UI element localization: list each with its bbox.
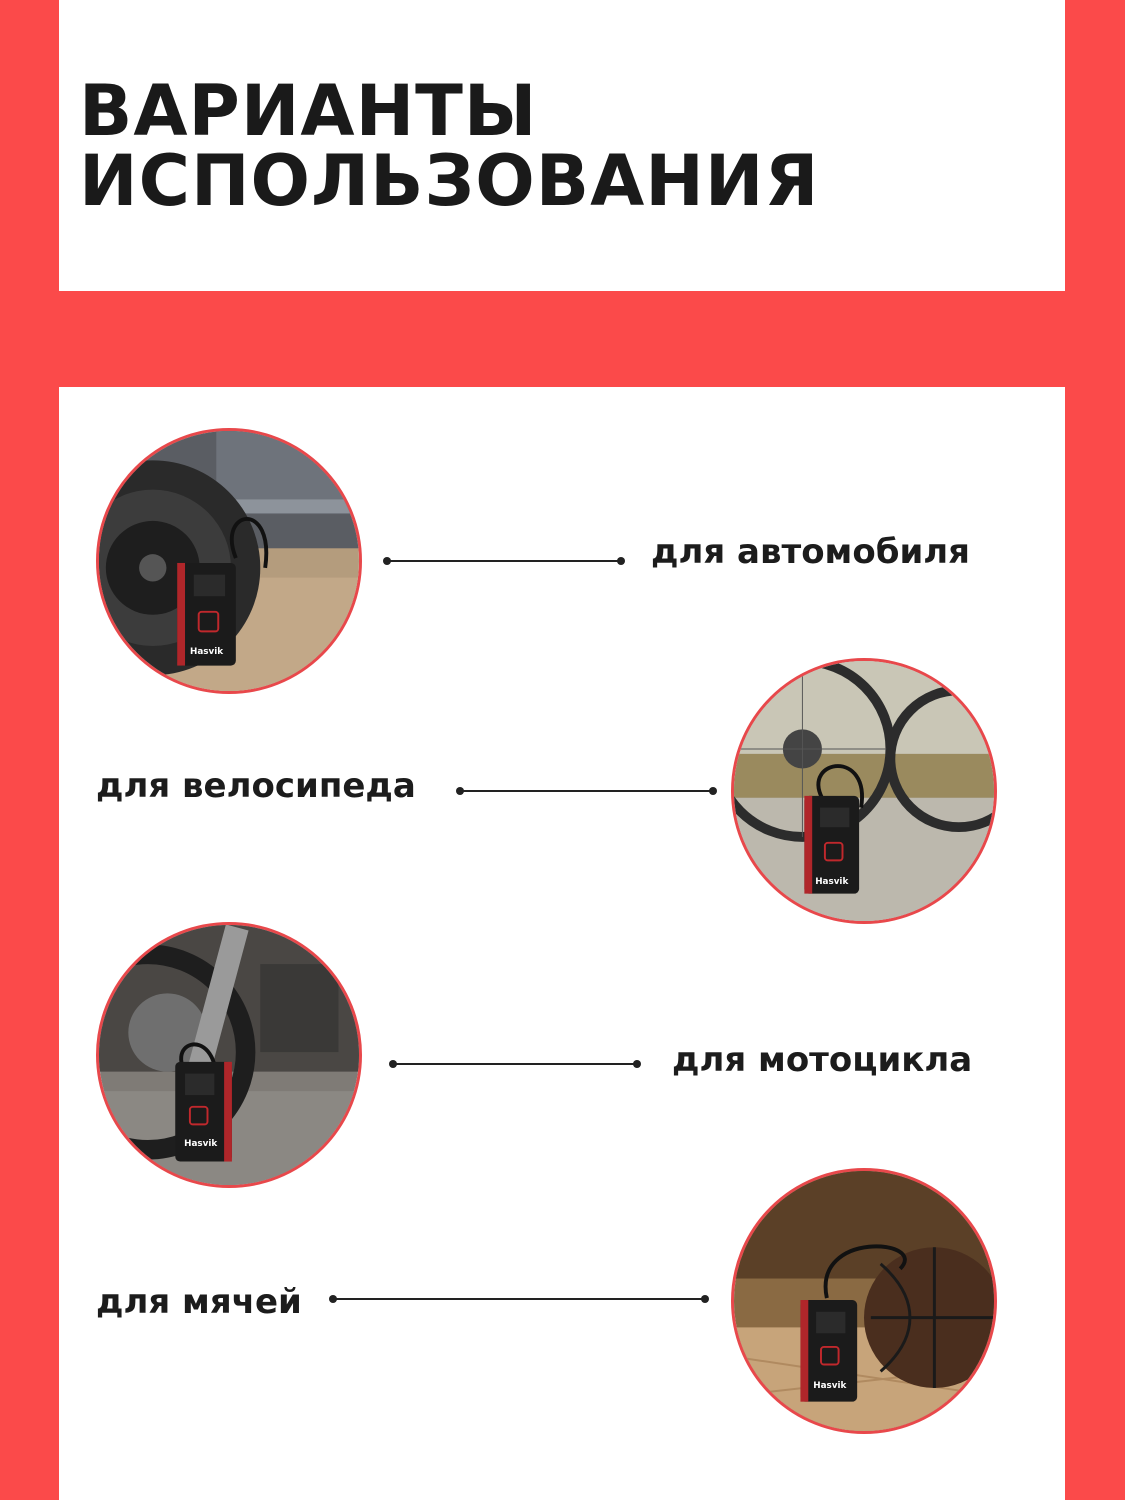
ball-connector-line [333,1298,705,1300]
bicycle-connector-line [460,790,713,792]
device-brand-label: Hasvik [189,646,224,657]
device-brand-label-4: Hasvik [813,1380,847,1391]
motorcycle-connector-line [393,1063,637,1065]
page-title [79,70,820,222]
ball-use-label: для мячей [96,1282,302,1322]
bicycle-use-photo [731,658,997,924]
ball-use-photo [731,1168,997,1434]
title-line-1: ВАРИАНТЫ [79,70,538,152]
device-brand-label-2: Hasvik [815,876,849,887]
title-line-2: ИСПОЛЬЗОВАНИЯ [79,140,820,222]
motorcycle-use-label: для мотоцикла [672,1040,973,1080]
device-brand-label-3: Hasvik [184,1138,218,1149]
car-use-photo [96,428,362,694]
motorcycle-use-photo [96,922,362,1188]
car-use-label: для автомобиля [651,532,970,572]
car-connector-line [387,560,621,562]
bicycle-use-label: для велосипеда [96,766,416,806]
